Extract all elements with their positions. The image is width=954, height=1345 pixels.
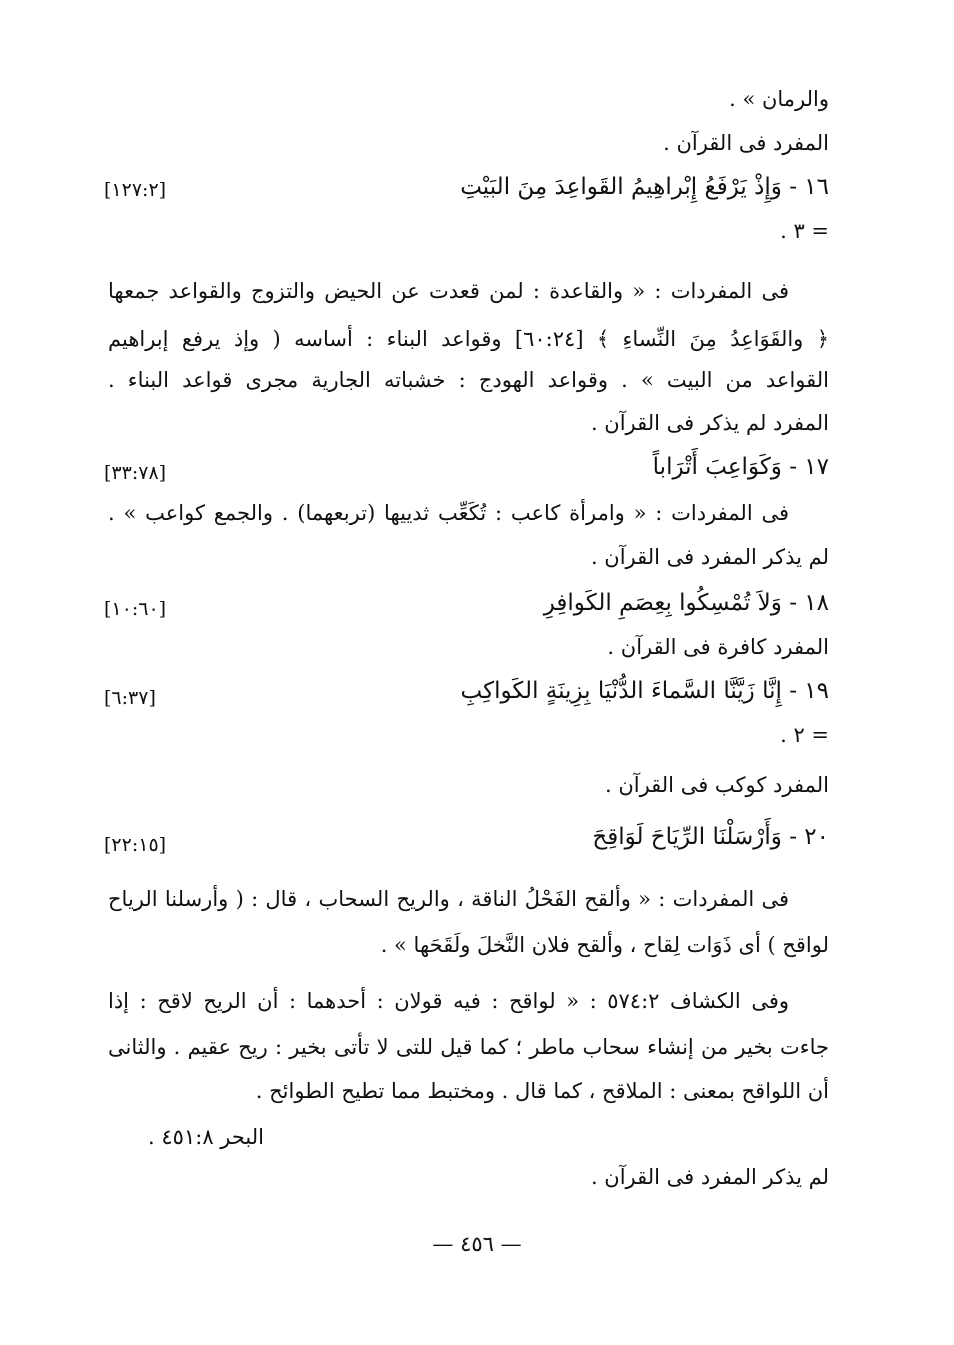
verse-line: ١٦ - وَإِذْ يَرْفَعُ إِبْراهِيمُ القَواعِدَ مِنَ البَيْتِ <box>460 174 829 200</box>
text-line: لواقح ) أى ذَوَات لِقاح ، وألقح فلان النَّخلَ ولَقَحَها » . <box>380 933 829 957</box>
text-line: = ٣ . <box>780 219 829 243</box>
verse-reference: [٢٢:١٥] <box>104 834 167 856</box>
verse-line: ١٩ - إِنَّا زَيَّنَّا السَّماءَ الدُّنْيَا بِزِينَةٍ الكَواكِبِ <box>460 678 829 704</box>
text-line: والرمان » . <box>729 87 829 111</box>
page-number: — ٤٥٦ — <box>432 1232 522 1256</box>
text-line: ﴿ والقَوَاعِدُ مِنَ النِّساءِ ﴾ [٦٠:٢٤] وقواعد البناء : أساسه ( وإذ يرفع إبراهيم <box>108 327 829 351</box>
verse-line: ١٨ - وَلاَ تُمْسِكُوا بِعِصَمِ الكَوافِرِ <box>543 590 829 616</box>
text-line: فى المفردات : « والقاعدة : لمن قعدت عن الحيض والتزوج والقواعد جمعها <box>108 279 789 303</box>
text-line: القواعد من البيت » . وقواعد الهودج : خشباته الجارية مجرى قواعد البناء . <box>108 368 829 392</box>
verse-reference: [١٢٧:٢] <box>104 179 167 201</box>
citation-line: البحر ٤٥١:٨ . <box>148 1125 264 1149</box>
verse-line: ١٧ - وَكَوَاعِبَ أَتْرَاباً <box>652 454 829 480</box>
text-line: لم يذكر المفرد فى القرآن . <box>590 545 829 569</box>
text-line: فى المفردات : « وألقح الفَحْلُ الناقة ، والريح السحاب ، قال : ( وأرسلنا الرياح <box>108 887 789 911</box>
text-line: المفرد كافرة فى القرآن . <box>607 635 829 659</box>
text-line: المفرد كوكب فى القرآن . <box>604 773 829 797</box>
verse-reference: [١٠:٦٠] <box>104 598 167 620</box>
text-line: لم يذكر المفرد فى القرآن . <box>590 1165 829 1189</box>
verse-reference: [٦:٣٧] <box>104 687 156 709</box>
text-line: المفرد فى القرآن . <box>663 131 829 155</box>
verse-line: ٢٠ - وَأَرْسَلْنَا الرِّيَاحَ لَوَاقِحَ <box>592 824 829 850</box>
text-line: أن اللواقح بمعنى : الملاقح ، كما قال . ومختبط مما تطيح الطوائح . <box>255 1079 829 1103</box>
text-line: المفرد لم يذكر فى القرآن . <box>590 411 829 435</box>
text-line: جاءت بخير من إنشاء سحاب ماطر ؛ كما قيل للتى لا تأتى بخير : ريح عقيم . والثانى <box>108 1035 829 1059</box>
verse-reference: [٣٣:٧٨] <box>104 462 167 484</box>
text-line: وفى الكشاف ٥٧٤:٢ : « لواقح : فيه قولان : أحدهما : أن الريح لاقح : إذا <box>108 989 789 1013</box>
text-line: فى المفردات : « وامرأة كاعب : تُكَعِّب ثدييها (تربعهما) . والجمع كواعب » . <box>108 501 789 525</box>
text-line: = ٢ . <box>780 723 829 747</box>
